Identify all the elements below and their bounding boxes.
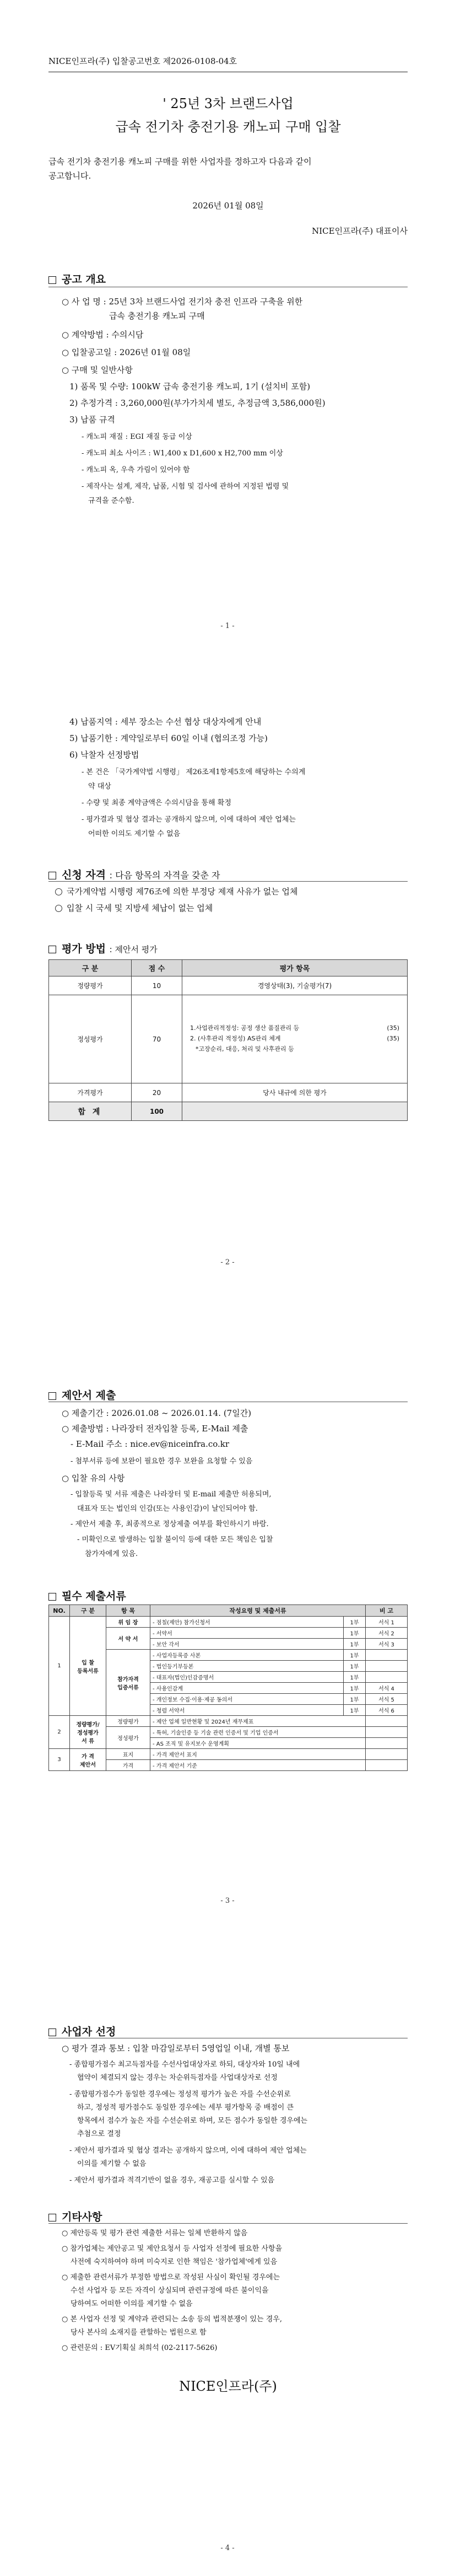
proposal-caution-header: ○ 입찰 유의 사항 — [62, 1473, 125, 1483]
doc-count: 1부 — [344, 1683, 366, 1694]
doc-note — [366, 1727, 408, 1738]
doc-count: 1부 — [344, 1661, 366, 1672]
eval-cell: 경영상태(3), 기술평가(7) — [182, 976, 408, 995]
bullet-circle-icon — [55, 888, 62, 895]
doc-detail: - 대표자(법인)인감증명서 — [150, 1672, 344, 1683]
eval-detail-3: *고장순리, 대응, 처리 및 사후관리 등 — [196, 1045, 294, 1053]
eval-detail-1: 1.사업관리적정성: 공정 생산 품질관리 등 — [190, 1024, 300, 1032]
page-number-3: - 3 - — [220, 1897, 235, 1905]
eval-cell: 가격평가 — [49, 1083, 132, 1102]
others-divider — [48, 2223, 408, 2224]
purchase-item4: 4) 납품지역 : 세부 장소는 수선 협상 대상자에게 안내 — [69, 717, 262, 727]
overview-title: 공고 개요 — [48, 271, 106, 286]
doc-count: 1부 — [344, 1617, 366, 1628]
notice-date: 2026년 01월 08일 — [192, 201, 264, 211]
table-row — [49, 1083, 408, 1102]
doc-item: 서 약 서 — [106, 1628, 150, 1650]
doc-header-detail: 작성요령 및 제출서류 — [150, 1605, 366, 1617]
doc-count: 1부 — [344, 1705, 366, 1716]
purchase-item5: 5) 납품기한 : 계약일로부터 60일 이내 (협의조정 가능) — [69, 733, 268, 743]
doc-detail: - 법인등기부등본 — [150, 1661, 344, 1672]
page-number-2: - 2 - — [220, 1258, 235, 1266]
eval-cell: 당사 내규에 의한 평가 — [182, 1083, 408, 1102]
checkbox-icon — [48, 2028, 56, 2036]
doc-detail: - AS 조직 및 유지보수 운영계획 — [150, 1738, 366, 1749]
table-row — [49, 1617, 408, 1628]
checkbox-icon — [48, 1593, 56, 1601]
others-item4-cont: 당사 본사의 소재지를 관할하는 법원으로 함 — [71, 2328, 207, 2337]
checkbox-icon — [48, 1392, 56, 1400]
contract-method: ○ 계약방법 : 수의시담 — [62, 330, 144, 340]
eval-header-score: 점 수 — [132, 960, 182, 976]
evaluation-title: 평가 방법 : 제안서 평가 — [48, 941, 158, 956]
selection-rule-a: - 종합평가점수 최고득점자를 수선사업대상자로 하되, 대상자와 10일 내에 — [69, 2060, 300, 2069]
eval-cell-detail — [182, 995, 408, 1083]
doc-detail: - 서약서 — [150, 1628, 344, 1639]
doc-item: 정량평가 — [106, 1716, 150, 1727]
spec-side-cover: - 캐노피 옥, 우측 가림이 있어야 함 — [82, 466, 190, 474]
intro-line1: 급속 전기차 충전기용 캐노피 구매를 위한 사업자를 정하고자 다음과 같이 — [48, 157, 312, 167]
selection-rule-d: - 제안서 평가결과 적격기반이 없을 경우, 재공고를 실시할 수 있음 — [69, 2176, 275, 2185]
project-name-cont: 급속 충전기용 캐노피 구매 — [109, 311, 205, 321]
doc-note — [366, 1672, 408, 1683]
proposal-caution-3-cont: 참가자에게 있음. — [85, 1550, 138, 1558]
doc-item: 참가자격 입증서류 — [106, 1650, 150, 1716]
doc-note: 서식 3 — [366, 1639, 408, 1650]
others-title: 기타사항 — [48, 2209, 102, 2224]
doc-count: 1부 — [344, 1694, 366, 1705]
doc-category: 입 찰 등록서류 — [70, 1617, 106, 1716]
selection-title: 사업자 선정 — [48, 2024, 116, 2038]
doc-detail: - 점칠(제안) 참가신청서 — [150, 1617, 344, 1628]
proposal-method: ○ 제출방법 : 나라장터 전자입찰 등록, E-Mail 제출 — [62, 1424, 248, 1434]
doc-detail: - 청렴 서약서 — [150, 1705, 344, 1716]
doc-note — [366, 1650, 408, 1661]
doc-title-line1: ' 25년 3차 브랜드사업 — [162, 96, 294, 111]
project-name: ○ 사 업 명 : 25년 3차 브랜드사업 전기차 충전 인프라 구축을 위한 — [62, 297, 303, 307]
bullet-circle-icon — [55, 905, 62, 912]
spec-compliance: - 제작사는 설계, 제작, 납품, 시험 및 검사에 관하여 지정된 법령 및 — [82, 482, 289, 491]
doc-item: 위 임 장 — [106, 1617, 150, 1628]
doc-no: 2 — [49, 1716, 70, 1749]
proposal-title: 제안서 제출 — [48, 1387, 116, 1402]
doc-note: 서식 2 — [366, 1628, 408, 1639]
notice-day: ○ 입찰공고일 : 2026년 01월 08일 — [62, 347, 191, 357]
selection-rule-b-cont1: 하고, 정성적 평가점수도 동일한 경우에는 세부 평가항목 중 배점이 큰 — [77, 2103, 294, 2112]
proposal-caution-2: - 제안서 제출 후, 최종적으로 정상제출 여부를 확인하시기 바람. — [71, 1520, 269, 1528]
selection-rule-b-cont3: 추첨으로 결정 — [77, 2130, 121, 2138]
purchase-item3: 3) 납품 규격 — [69, 415, 115, 425]
checkbox-icon — [48, 2214, 56, 2221]
eval-cell: 정량평가 — [49, 976, 132, 995]
purchase-item1: 1) 품목 및 수량: 100kW 급속 충전기용 캐노피, 1기 (설치비 포함) — [69, 382, 311, 391]
eval-cell: 20 — [132, 1083, 182, 1102]
doc-note: 서식 4 — [366, 1683, 408, 1694]
doc-note — [366, 1760, 408, 1771]
selection-rule-a-cont: 협약이 체결되지 않는 경우는 차순위득점자를 사업대상자로 선정 — [77, 2074, 278, 2082]
qualification-item1: 국가계약법 시행령 제76조에 의한 부정당 제재 사유가 없는 업체 — [55, 888, 297, 896]
doc-note — [366, 1661, 408, 1672]
doc-header-note: 비 고 — [366, 1605, 408, 1617]
selection-rule1: - 본 건은 「국가계약법 시행령」 제26조제1항제5호에 해당하는 수의계 — [82, 768, 306, 776]
checkbox-icon — [48, 872, 56, 879]
doc-item: 정성평가 — [106, 1727, 150, 1749]
doc-header-no: NO. — [49, 1605, 70, 1617]
eval-header-items: 평가 항목 — [182, 960, 408, 976]
doc-note — [366, 1716, 408, 1727]
doc-category: 정량평가/ 정성평가 서 류 — [70, 1716, 106, 1749]
doc-no: 1 — [49, 1617, 70, 1716]
selection-rule-c: - 제안서 평가결과 및 협상 결과는 공개하지 않으며, 이에 대하여 제안 업체는 — [69, 2146, 307, 2155]
table-row — [49, 1102, 408, 1121]
purchase-item6: 6) 낙찰자 선정방법 — [69, 750, 139, 760]
issuer: NICE인프라(주) 대표이사 — [312, 226, 408, 236]
table-row — [49, 1716, 408, 1727]
doc-note: 서식 1 — [366, 1617, 408, 1628]
qualification-divider — [48, 881, 408, 882]
intro-line2: 공고합니다. — [48, 171, 91, 181]
eval-total-score: 100 — [132, 1102, 182, 1121]
doc-category: 가 격 제안서 — [70, 1749, 106, 1771]
others-item4: ○ 본 사업자 선정 및 계약과 관련되는 소송 등의 법적분쟁이 있는 경우, — [62, 2315, 282, 2323]
doc-detail: - 사용인감계 — [150, 1683, 344, 1694]
doc-detail: - 개인정보 수집·이용·제공 동의서 — [150, 1694, 344, 1705]
eval-cell: 70 — [132, 995, 182, 1083]
doc-detail: - 특허, 기술인증 등 기술 관련 인증서 및 기업 인증서 — [150, 1727, 366, 1738]
selection-rule-c-cont: 이의를 제기할 수 없음 — [77, 2160, 147, 2168]
purchase-header: ○ 구매 및 일반사항 — [62, 365, 133, 375]
documents-title: 필수 제출서류 — [48, 1588, 126, 1603]
doc-title-line2: 급속 전기차 충전기용 캐노피 구매 입찰 — [115, 119, 341, 135]
table-row — [49, 995, 408, 1083]
doc-note: 서식 6 — [366, 1705, 408, 1716]
eval-cell: 정성평가 — [49, 995, 132, 1083]
doc-no: 3 — [49, 1749, 70, 1771]
others-item3-cont1: 수선 사업자 등 모든 자격이 상실되며 관련규정에 따른 불이익을 — [71, 2287, 269, 2295]
doc-count: 1부 — [344, 1650, 366, 1661]
eval-total-blank — [182, 1102, 408, 1121]
doc-item: 가격 — [106, 1760, 150, 1771]
spec-material: - 캐노피 재질 : EGI 재질 동급 이상 — [82, 433, 192, 441]
selection-notice: ○ 평가 결과 통보 : 입찰 마감일로부터 5영업일 이내, 개별 통보 — [62, 2043, 290, 2053]
footer-company: NICE인프라(주) — [179, 2379, 277, 2394]
doc-number: NICE인프라(주) 입찰공고번호 제2026-0108-04호 — [48, 56, 237, 66]
proposal-period: ○ 제출기간 : 2026.01.08 ~ 2026.01.14. (7일간) — [62, 1408, 252, 1418]
doc-header-item: 항 목 — [106, 1605, 150, 1617]
checkbox-icon — [48, 276, 56, 284]
page-number-1: - 1 - — [220, 622, 235, 630]
selection-rule-b: - 종합평가점수가 동일한 경우에는 정성적 평가가 높은 자를 수선순위로 — [69, 2090, 291, 2099]
doc-count: 1부 — [344, 1672, 366, 1683]
selection-rule3-cont: 어떠한 이의도 제기할 수 없음 — [88, 830, 181, 838]
doc-count: 1부 — [344, 1628, 366, 1639]
others-contact: ○ 관련문의 : EV기획실 최희석 (02-2117-5626) — [62, 2344, 218, 2352]
selection-rule1-cont: 약 대상 — [88, 782, 111, 791]
doc-header-category: 구 분 — [70, 1605, 106, 1617]
qualification-title: 신청 자격 : 다음 항목의 자격을 갖춘 자 — [48, 867, 220, 882]
doc-count: 1부 — [344, 1639, 366, 1650]
eval-header-category: 구 분 — [49, 960, 132, 976]
doc-note: 서식 5 — [366, 1694, 408, 1705]
table-row — [49, 1749, 408, 1760]
others-item2: ○ 참가업체는 제안공고 및 제안요청서 등 사업자 선정에 필요한 사항을 — [62, 2245, 283, 2253]
proposal-caution-3: - 미확인으로 발생하는 입찰 불이익 등에 대한 모든 책임은 입찰 — [77, 1536, 273, 1544]
eval-detail-1-score: (35) — [387, 1024, 399, 1032]
eval-cell: 10 — [132, 976, 182, 995]
doc-detail: - 사업자등록증 사본 — [150, 1650, 344, 1661]
qualification-item2: 입찰 시 국세 및 지방세 체납이 없는 업체 — [55, 904, 213, 913]
selection-rule3: - 평가결과 및 협상 결과는 공개하지 않으며, 이에 대하여 제안 업체는 — [82, 815, 296, 824]
evaluation-table — [48, 959, 408, 1121]
selection-rule-b-cont2: 항목에서 점수가 높은 자를 수선순위로 하며, 모든 점수가 동일한 경우에는 — [77, 2117, 308, 2125]
eval-total-label: 합 계 — [49, 1102, 132, 1121]
others-item1: ○ 제안등록 및 평가 관련 제출한 서류는 일체 반환하지 않음 — [62, 2229, 248, 2237]
eval-detail-2-score: (35) — [387, 1035, 399, 1043]
doc-detail: - 보안 각서 — [150, 1639, 344, 1650]
others-item3-cont2: 당하여도 어떠한 이의를 제기할 수 없음 — [71, 2300, 193, 2308]
documents-table — [48, 1604, 408, 1771]
others-item3: ○ 제출한 관련서류가 부정한 방법으로 작성된 사실이 확인될 경우에는 — [62, 2273, 280, 2282]
doc-detail: - 가격 제안서 표지 — [150, 1749, 366, 1760]
doc-item: 표지 — [106, 1749, 150, 1760]
spec-size: - 캐노피 최소 사이즈 : W1,400 x D1,600 x H2,700 mm 이상 — [82, 449, 283, 458]
proposal-supplement: - 첨부서류 등에 보완이 필요한 경우 보완을 요청할 수 있음 — [71, 1457, 253, 1466]
spec-compliance-cont: 규격을 준수함. — [88, 497, 134, 505]
doc-note — [366, 1749, 408, 1760]
selection-rule2: - 수량 및 최종 계약금액은 수의시담을 통해 확정 — [82, 799, 231, 807]
purchase-item2: 2) 추정가격 : 3,260,000원(부가가치세 별도, 추정금액 3,586,000원) — [69, 398, 326, 408]
proposal-caution-1: - 입찰등록 및 서류 제출은 나라장터 및 E-mail 제출만 허용되며, — [71, 1490, 272, 1499]
proposal-email: - E-Mail 주소 : nice.ev@niceinfra.co.kr — [71, 1439, 230, 1449]
doc-detail: - 가격 제안서 기준 — [150, 1760, 366, 1771]
doc-note — [366, 1738, 408, 1749]
others-item2-cont: 사전에 숙지하여야 하며 미숙지로 인한 책임은 '참가업체'에게 있음 — [71, 2258, 278, 2266]
table-row — [49, 976, 408, 995]
eval-detail-2: 2. (사후관리 적정성) AS관리 체계 — [190, 1035, 281, 1043]
proposal-caution-1-cont: 대표자 또는 법인의 인감(또는 사용인감)이 날인되어야 함. — [77, 1505, 258, 1513]
checkbox-icon — [48, 946, 56, 953]
page-number-4: - 4 - — [220, 2544, 235, 2552]
doc-detail: - 제안 업체 일반현황 및 2024년 재무제표 — [150, 1716, 366, 1727]
